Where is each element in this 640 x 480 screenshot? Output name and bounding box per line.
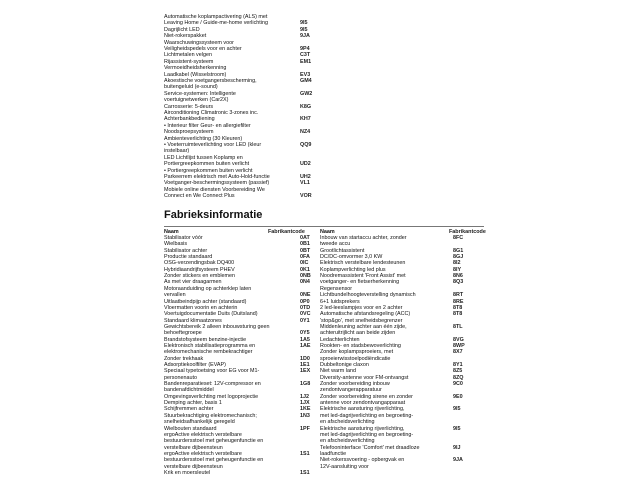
- left_column-code: 1J2: [300, 393, 309, 400]
- top_section-name: Akoestische voetgangersbescherming,: [164, 78, 257, 84]
- right_column-name: sproeierwisstoelpodiëndicatie: [320, 355, 391, 362]
- top_section-code: EV3: [300, 71, 311, 78]
- left_column-name: Standaard klimaatzones: [164, 317, 222, 324]
- top_section-code: UH2: [300, 174, 311, 180]
- right_column-code: 8Z5: [453, 368, 463, 375]
- left_column-name: bestuurdersstoel met geheugenfunctie en: [164, 438, 264, 445]
- right_column-name: Zonder voorbereiding inbouw: [320, 381, 390, 388]
- top_section-name: Voetganger-beschermingssysteem (passief): [164, 180, 270, 187]
- left_column-name: Brandstofsysteem benzine-injectie: [164, 336, 247, 343]
- top_section-name: buitengeluid (e-sound): [164, 84, 218, 91]
- right_column-code: 8T8: [453, 304, 463, 311]
- right_column-name: voetganger- en fietserherkenning: [320, 279, 400, 286]
- left_column-name: Zonder stickers en emblemen: [164, 273, 236, 280]
- left_column-code: 1EX: [300, 368, 311, 375]
- right_column-name: en afscheidsverlichting: [320, 419, 375, 426]
- left_column-code: 1S1: [300, 469, 310, 476]
- top_section-name: • Interieur filter Geur- en allergiefilter: [164, 122, 251, 129]
- right_column-code: 9IJ: [453, 444, 461, 451]
- top_section-name: Lichtmetalen velgen: [164, 52, 212, 59]
- top_section-code: 9P4: [300, 46, 310, 52]
- left_column-code: 0Y1: [300, 317, 310, 324]
- right_column-name: Zonder voorbereiding sirene en zonder: [320, 393, 413, 400]
- right_column-name: Koplampverlichting led plus: [320, 266, 386, 273]
- right_column-code: 8N6: [453, 273, 463, 280]
- left_column-name: Omgevingsverlichting met logoprojectie: [164, 393, 259, 400]
- right_column-name: met led-dagrijverlichting en begroeting-: [320, 412, 414, 419]
- right_column-code: 8RT: [453, 292, 464, 299]
- right_column-code: 8GJ: [453, 254, 464, 261]
- top_section-code: QQ9: [300, 142, 312, 148]
- top_section-name: Ambienteverlichting (30 Kleuren): [164, 135, 243, 142]
- left_column-code: 0BT: [300, 247, 311, 254]
- right_column-code: 8T8: [453, 311, 463, 318]
- right_column-name: zendontvangerapparatuur: [320, 387, 382, 394]
- top_section-code: 9I5: [300, 26, 308, 33]
- left_column-name: Schijfremmen achter: [164, 406, 214, 413]
- right_column-name: tweede accu: [320, 241, 351, 248]
- left_column-name: Productie standaard: [164, 254, 213, 261]
- left_column-name: Stabilisator vóór: [164, 235, 203, 241]
- right_column-code: 8Q3: [453, 279, 464, 286]
- right_column-name: Regensensor: [320, 285, 353, 292]
- left-header-name: Naam: [164, 228, 179, 235]
- right_column-name: Noodremassistent 'Front Assist' met: [320, 273, 406, 280]
- right_column-name: Telefooninterface 'Comfort' met draadloze: [320, 444, 420, 451]
- left_column-name: Hybridiaandrijfsysteem PHEV: [164, 266, 235, 273]
- top_section-code: KH7: [300, 116, 311, 123]
- left_column-name: Voertuigdocumentatie Duits (Duitsland): [164, 311, 258, 318]
- top_section-code: K8G: [300, 103, 312, 110]
- right_column-code: 8RE: [453, 298, 464, 305]
- left_column-name: elektromechanische rembekrachtiger: [164, 349, 253, 356]
- top_section-name: Mobiele online diensten Voorbereiding We: [164, 186, 265, 193]
- top_section-name: Waarschuwingssysteem voor: [164, 39, 234, 46]
- right_column-code: 9E0: [453, 393, 463, 400]
- left_column-code: 0K1: [300, 266, 310, 273]
- left_column-code: 0B1: [300, 241, 310, 248]
- right_column-name: 2 led-leeslampjes voor en 2 achter: [320, 304, 403, 311]
- top_section-name: Veiligheidspedels voor en achter: [164, 46, 242, 52]
- left_column-name: Demping achter, basis 1: [164, 400, 222, 407]
- left_column-name: verstelbare dijbeensteun: [164, 463, 223, 470]
- left_column-code: 0P0: [300, 298, 310, 305]
- left_column-code: 1S1: [300, 450, 310, 457]
- right_column-name: met led-dagrijverlichting en begroeting-: [320, 431, 414, 438]
- left_column-name: Motoraanduiding op achterklep laten: [164, 285, 252, 292]
- left_column-code: 1JX: [300, 400, 310, 407]
- left_column-code: 0NB: [300, 273, 311, 280]
- right_column-name: DC/DC-omvormer 3,0 KW: [320, 254, 383, 261]
- left_column-code: 1E1: [300, 362, 310, 368]
- right_column-name: Rookten- en stadsbewoverlichting: [320, 342, 401, 349]
- right_column-code: 8I2: [453, 260, 461, 267]
- left_column-code: 1D0: [300, 355, 310, 362]
- top_section-name: Noodsproepsysteem: [164, 129, 214, 136]
- right_column-code: 8IY: [453, 266, 462, 273]
- top_section-name: voertuignetwerken (Car2X): [164, 97, 229, 104]
- right_column-code: 9I5: [453, 406, 461, 413]
- top_section-code: 9I5: [300, 20, 308, 27]
- top_section-name: Connect en We Connect Plus: [164, 193, 235, 200]
- left_column-name: Speciaal typetoetsing voor EG voor M1-: [164, 368, 260, 375]
- top_section-code: EM1: [300, 58, 312, 65]
- top_section-code: C3T: [300, 52, 311, 59]
- right_column-name: Niet-rokerssvoering - opbergvak en: [320, 457, 405, 464]
- right_column-code: 8ZQ: [453, 374, 464, 381]
- right_column-name: Niet warm land: [320, 368, 356, 375]
- left_column-code: 0IC: [300, 260, 309, 267]
- right_column-name: 6+1 luidsprekers: [320, 298, 360, 305]
- right_column-code: 8X7: [453, 349, 463, 356]
- left_column-code: 0TD: [300, 304, 311, 311]
- top_section-name: Laadkabel (Wisselstroom): [164, 71, 227, 78]
- left_column-code: 1KE: [300, 406, 311, 413]
- left_column-name: Adsorptiekoolfilter (EVAP): [164, 362, 226, 368]
- left_column-name: Krik en moersleutel: [164, 469, 211, 476]
- left_column-name: Stuurbekrachtiging elektromechanisch;: [164, 412, 257, 419]
- top_section-name: Service-systemen: Intelligente: [164, 90, 236, 97]
- left_column-name: verstelbare dijbeensteun: [164, 444, 223, 451]
- right_column-name: 12V-aansluiting voor: [320, 463, 369, 470]
- top_section-name: Carrosserie: 5-deurs: [164, 103, 214, 110]
- left_column-code: 0NE: [300, 292, 311, 299]
- left_column-code: 1G8: [300, 381, 311, 388]
- left_column-code: 1AE: [300, 342, 311, 349]
- left_column-name: Wielbouten standaard: [164, 425, 217, 432]
- top_section-code: GM4: [300, 78, 312, 84]
- right_column-name: Diversity-antenne voor FM-ontvangst: [320, 374, 409, 381]
- top_section-name: Rijassistent-systeem: [164, 58, 214, 65]
- right_column-name: laadfunctie: [320, 450, 347, 457]
- left_column-name: As met vier draagarmen: [164, 279, 222, 286]
- top_section-name: Airconditioning Climatronic 3-zones inc.: [164, 110, 259, 116]
- right_column-code: 9JA: [453, 457, 463, 464]
- top_section-name: Achterbankbediening: [164, 116, 215, 123]
- left_column-name: Gewichtsbereik 2 alleen inbouwsturing geen: [164, 323, 270, 330]
- left_column-name: Elektronisch stabilisatieprogramma en: [164, 342, 256, 349]
- left_column-name: Wielbasis: [164, 241, 188, 248]
- left_column-code: 0FA: [300, 254, 310, 261]
- right_column-code: 8TL: [453, 323, 463, 330]
- top_section-name: LED Lichtlijst tussen Koplamp en: [164, 154, 243, 161]
- top_section-name: instelbaar): [164, 148, 190, 155]
- left_column-code: 0VC: [300, 311, 311, 318]
- right_column-code: 8FC: [453, 235, 464, 241]
- right_column-name: Dubbeltonige claxon: [320, 362, 369, 368]
- right_column-name: Zonder koplampsproeiers, met: [320, 349, 394, 356]
- left_column-name: behoeftegroepe: [164, 330, 202, 337]
- left_column-name: ergoActive elektrisch verstelbare: [164, 450, 242, 457]
- right_column-name: Elektrische aansturing rijverlichting,: [320, 406, 405, 413]
- header-divider: [164, 226, 484, 227]
- top_section-name: Niet-rokerspakket: [164, 33, 207, 40]
- right_column-name: Middenleuning achter aan één zijde,: [320, 323, 407, 330]
- top_section-name: Parkeerrem elektrisch met Auto-Hold-functie: [164, 174, 270, 180]
- right_column-code: 8VG: [453, 336, 464, 343]
- left_column-name: OSG-verzendingsbak DQ400: [164, 260, 235, 267]
- top_section-name: • Portiergreepkommen buiten verlicht: [164, 167, 253, 174]
- right_column-name: 'stop&go', met snelheidsbegrenzer: [320, 317, 403, 324]
- top_section-code: GW2: [300, 90, 313, 97]
- right_column-name: Grootlichtassistent: [320, 247, 365, 254]
- top_section-code: VL1: [300, 180, 310, 187]
- left_column-name: snelheidsafhankelijk geregeld: [164, 419, 235, 426]
- top_section-name: Dagrijlicht LED: [164, 26, 200, 33]
- right_column-name: antenne voor zendontvangapparaat: [320, 400, 406, 407]
- right_column-name: Ledachterlichten: [320, 336, 360, 343]
- top_section-name: Portiergreepkommen buiten verlicht: [164, 161, 250, 168]
- top_section-name: Vermoeidheidsherkenning: [164, 65, 227, 72]
- left_column-code: 0AT: [300, 235, 310, 241]
- right_column-code: 9C0: [453, 381, 463, 388]
- left_column-name: personenauto: [164, 374, 197, 381]
- left_column-name: Zonder trekhaak: [164, 355, 204, 362]
- right_column-name: Lichtbundelhoogteverstelling dynamisch: [320, 292, 416, 299]
- left_column-name: Bandenreparatieset: 12V-compressor en: [164, 381, 261, 388]
- left_column-name: Stabilisator achter: [164, 247, 208, 254]
- right_column-name: Elektrisch verstelbare lendesteunen: [320, 260, 406, 267]
- right-header-name: Naam: [320, 228, 335, 235]
- left_column-name: Vloermatten voorin en achterin: [164, 304, 238, 311]
- left-header-code: Fabrikantcode: [268, 228, 305, 235]
- top_section-code: VOR: [300, 193, 312, 200]
- left_column-code: 1A5: [300, 336, 310, 343]
- right-header-code: Fabrikantcode: [449, 228, 486, 235]
- top_section-name: Automatische koplampactivering (ALS) met: [164, 14, 268, 20]
- right_column-name: en afscheidsverlichting: [320, 438, 375, 445]
- left_column-name: vervallen: [164, 292, 186, 299]
- top_section-code: 9JA: [300, 33, 310, 40]
- top_section-name: • Voeterruimteverlichting voor LED (kleur: [164, 142, 262, 148]
- left_column-name: Uitlaatbeindpijp achter (standaard): [164, 298, 247, 305]
- top_section-code: NZ4: [300, 129, 311, 136]
- section-title: Fabrieksinformatie: [164, 209, 263, 221]
- top_section-code: UD2: [300, 161, 311, 168]
- left_column-code: 1PF: [300, 425, 310, 432]
- right_column-code: 8Y1: [453, 362, 463, 368]
- top_section-name: Leaving Home / Guide-me-home verlichting: [164, 20, 268, 27]
- right_column-name: achteruitrijlicht aan beide zijden: [320, 330, 396, 337]
- right_column-name: Elektrische aansturing rijverlichting,: [320, 425, 405, 432]
- left_column-name: bestuurdersstoel met geheugenfunctie en: [164, 457, 264, 464]
- right_column-code: 8WP: [453, 342, 465, 349]
- right_column-name: Inbouw van startaccu achter, zonder: [320, 235, 407, 241]
- right_column-name: Automatische afstandsregeling (ACC): [320, 311, 411, 318]
- left_column-name: ergoActive elektrisch verstelbare: [164, 431, 242, 438]
- right_column-code: 9I5: [453, 425, 461, 432]
- left_column-code: 1N3: [300, 412, 310, 419]
- left_column-code: 0N4: [300, 279, 310, 286]
- right_column-code: 8G1: [453, 247, 464, 254]
- left_column-name: bandenafdichtmiddel: [164, 387, 214, 394]
- left_column-code: 0Y5: [300, 330, 310, 337]
